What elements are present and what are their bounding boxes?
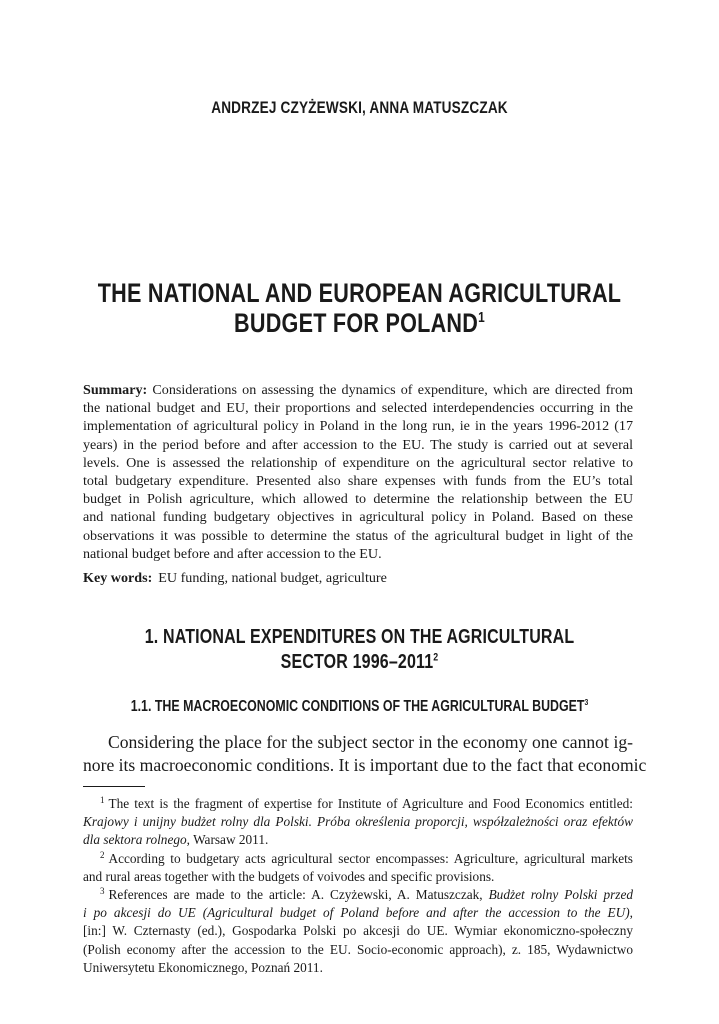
footnote-line <box>83 831 633 849</box>
footnote-italic-text: dla sektora rolnego <box>83 832 187 848</box>
summary-line: observations it was possible to determine the status of the agricultural budget in light of the <box>83 527 633 544</box>
summary-line: levels. One is assessed the relationship of expenditure on the agricultural sector relative to <box>83 454 633 471</box>
summary-line: total budgetary expenditure. Presented also share expenses with funds from the EU’s total <box>83 472 633 489</box>
footnote-italic-text: i po akcesji do UE (Agricultural budget of Poland before and after the accession to the EU) <box>83 905 630 921</box>
section-heading-1-line-2-text: SECTOR 1996–2011 <box>280 651 434 673</box>
footnote-text: , Warsaw 2011. <box>186 832 269 848</box>
title-line-2 <box>72 308 647 338</box>
subsection-heading-footnote-mark: 3 <box>584 696 589 707</box>
footnote-mark: 3 <box>100 885 105 896</box>
title-line-1: THE NATIONAL AND EUROPEAN AGRICULTURAL <box>97 278 622 308</box>
authors <box>0 98 719 118</box>
footnote-text: , <box>629 905 633 921</box>
keywords-label: Key words: <box>83 570 153 586</box>
footnote-2 <box>83 850 633 886</box>
title-line-2-text: BUDGET FOR POLAND <box>234 308 479 338</box>
paper-title <box>0 278 719 338</box>
footnote-line <box>83 795 633 813</box>
summary-line: years) in the period before and after accession to the EU. The study is carried out at several <box>83 436 633 453</box>
summary-line: budget in Polish agriculture, which allowed to determine the relationship between the EU <box>83 491 633 508</box>
footnote-italic-text: Budżet rolny Polski przed <box>488 887 633 902</box>
footnote-text: According to budgetary acts agricultural sector encompasses: Agriculture, agricultural markets <box>108 851 633 866</box>
authors-text: ANDRZEJ CZYŻEWSKI, ANNA MATUSZCZAK <box>211 98 508 117</box>
footnote-line <box>83 904 633 922</box>
footnote-separator <box>83 786 145 787</box>
footnote-line: (Polish economy after the accession to the EU. Socio-economic approach), z. 185, Wydawnictwo <box>83 941 633 957</box>
title-footnote-mark: 1 <box>478 310 485 326</box>
summary <box>83 381 633 563</box>
body-text <box>83 731 647 777</box>
summary-line: and national funding budgetary objectives in agricultural policy in Poland. Based on these <box>83 509 633 526</box>
footnote-line: [in:] W. Czternasty (ed.), Gospodarka Polski po akcesji do UE. Wymiar ekonomiczno-społeczny <box>83 923 633 939</box>
section-heading-1-line-2 <box>72 650 647 675</box>
footnote-mark: 1 <box>100 794 105 805</box>
summary-line <box>83 381 633 399</box>
keywords-text: EU funding, national budget, agriculture <box>158 570 387 586</box>
subsection-heading-1-1-line <box>72 698 647 716</box>
footnote-text: The text is the fragment of expertise for Institute of Agriculture and Food Economics entitled: <box>108 796 633 811</box>
footnote-text: References are made to the article: A. Czyżewski, A. Matuszczak, <box>108 887 489 902</box>
section-heading-1 <box>0 625 719 675</box>
footnote-line <box>83 850 633 868</box>
body-line: nore its macroeconomic conditions. It is important due to the fact that economic <box>83 755 647 775</box>
footnote-1 <box>83 795 633 850</box>
footnote-line: Krajowy i unijny budżet rolny dla Polski. Próba określenia proporcji, współzależności oraz efektów <box>83 814 633 830</box>
footnote-line: and rural areas together with the budgets of voivodes and specific provisions. <box>83 869 495 885</box>
summary-line: national budget before and after accession to the EU. <box>83 545 382 562</box>
summary-label: Summary: <box>83 382 148 398</box>
body-line: Considering the place for the subject sector in the economy one cannot ig- <box>108 732 633 752</box>
section-heading-1-footnote-mark: 2 <box>433 651 439 664</box>
summary-line: implementation of agricultural policy in Poland in the long run, ie in the years 1996-2012 (17 <box>83 418 633 435</box>
footnote-line: Uniwersytetu Ekonomicznego, Poznań 2011. <box>83 959 323 975</box>
keywords <box>83 570 633 587</box>
footnote-3 <box>83 886 633 977</box>
footnote-mark: 2 <box>100 849 105 860</box>
summary-line-text: Considerations on assessing the dynamics of expenditure, which are directed from <box>147 382 633 398</box>
subsection-heading-1-1-text: 1.1. THE MACROECONOMIC CONDITIONS OF THE AGRICULTURAL BUDGET <box>130 698 585 715</box>
summary-line: the national budget and EU, their proportions and selected interdependencies occurring in the <box>83 400 633 417</box>
footnote-line <box>83 886 633 904</box>
section-heading-1-line-1: 1. NATIONAL EXPENDITURES ON THE AGRICULTURAL <box>144 626 575 648</box>
subsection-heading-1-1 <box>0 698 719 716</box>
